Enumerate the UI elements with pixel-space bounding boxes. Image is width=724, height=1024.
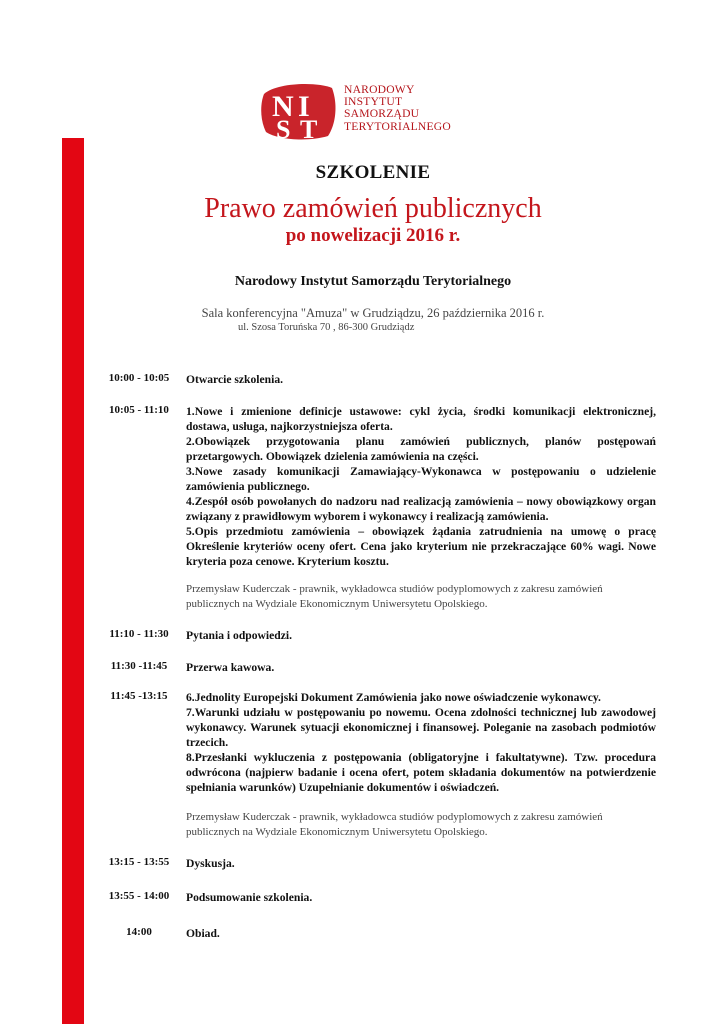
svg-text:I: I — [298, 90, 310, 123]
svg-text:N: N — [272, 90, 294, 123]
lecturer-note: Przemysław Kuderczak - prawnik, wykładowca studiów podyplomowych z zakresu zamówień publicznych na Wydziale Ekonomicznym Uniwersytetu Opolskiego. — [186, 583, 603, 610]
agenda-item: 2.Obowiązek przygotowania planu zamówień publicznych, planów postępowań przetargowych. Obowiązek dzielenia zamówienia na części. — [186, 435, 656, 463]
agenda-desc — [186, 890, 656, 905]
logo-line-1: NARODOWY — [344, 83, 415, 96]
venue: Sala konferencyjna "Amuza" w Grudziądzu, 26 października 2016 r. — [201, 306, 545, 320]
agenda-item: Dyskusja. — [186, 857, 235, 870]
agenda-item: 5.Opis przedmiotu zamówienia – obowiązek żądania zatrudnienia na umowę o pracę Określenie kryteriów oceny ofert. Cena jako kryterium nie przekraczające 60% wagi. Nowe kryteria poza cenowe. Kryterium kosztu. — [186, 525, 656, 568]
agenda-item: 7.Warunki udziału w postępowaniu po nowemu. Ocena zdolności technicznej lub zawodowej wykonawcy. Warunek sytuacji ekonomicznej i finansowej. Poleganie na zasobach podmiotów trzecich. — [186, 706, 656, 749]
agenda-time: 11:10 - 11:30 — [109, 628, 169, 640]
svg-text:S: S — [276, 115, 291, 142]
agenda-item: Otwarcie szkolenia. — [186, 373, 284, 386]
agenda-desc — [186, 856, 656, 871]
agenda-desc — [186, 660, 656, 675]
agenda-item: Pytania i odpowiedzi. — [186, 629, 292, 642]
agenda-time: 10:00 - 10:05 — [108, 372, 170, 384]
logo-line-3: SAMORZĄDU — [344, 107, 420, 121]
agenda-desc — [186, 404, 656, 569]
address: ul. Szosa Toruńska 70 , 86-300 Grudziądz — [238, 322, 415, 333]
agenda-time: 13:15 - 13:55 — [108, 856, 170, 868]
organizer: Narodowy Instytut Samorządu Terytorialnego — [234, 274, 512, 289]
svg-text:T: T — [300, 115, 318, 142]
subtitle: po nowelizacji 2016 r. — [285, 225, 461, 246]
agenda-item: 1.Nowe i zmienione definicje ustawowe: cykl życia, środki komunikacji elektronicznej, dostawa, usługa, najkorzystniejsza oferta. — [186, 405, 656, 433]
nist-logo-icon — [258, 80, 342, 142]
agenda-item: Przerwa kawowa. — [186, 661, 275, 674]
logo-wordmark — [344, 84, 451, 133]
agenda-desc — [186, 926, 656, 941]
agenda-item: Podsumowanie szkolenia. — [186, 891, 313, 904]
agenda-item: 8.Przesłanki wykluczenia z postępowania (obligatoryjne i fakultatywne). Tzw. procedura odwrócona (najpierw badanie i ocena ofert, potem składania dokumentów na potwierdzenie spełniania warunków) Uzupełnianie dokumentów i oświadczeń. — [186, 751, 656, 794]
agenda-item: Obiad. — [186, 927, 220, 940]
agenda-time: 10:05 - 11:10 — [109, 404, 169, 416]
agenda-item: 4.Zespół osób powołanych do nadzoru nad realizacją zamówienia – nowy obowiązkowy organ związany z prawidłowym wyborem i wykonawcy i realizacją zamówienia. — [186, 495, 656, 523]
main-title: Prawo zamówień publicznych — [204, 193, 542, 224]
agenda-item: 6.Jednolity Europejski Dokument Zamówienia jako nowe oświadczenie wykonawcy. — [186, 691, 601, 704]
agenda-time: 11:45 -13:15 — [110, 690, 168, 702]
agenda-desc — [186, 372, 656, 387]
agenda-desc — [186, 628, 656, 643]
red-side-bar — [62, 138, 84, 1024]
agenda-time: 11:30 -11:45 — [110, 660, 168, 672]
agenda-desc — [186, 690, 656, 795]
agenda-item: 3.Nowe zasady komunikacji Zamawiający-Wykonawca w postępowaniu o udzielenie zamówienia publicznego. — [186, 465, 656, 493]
kicker-title: SZKOLENIE — [315, 162, 431, 183]
logo-line-4: TERYTORIALNEGO — [344, 119, 451, 133]
nist-logo — [258, 80, 478, 142]
lecturer-note: Przemysław Kuderczak - prawnik, wykładowca studiów podyplomowych z zakresu zamówień publicznych na Wydziale Ekonomicznym Uniwersytetu Opolskiego. — [186, 811, 603, 838]
logo-line-2: INSTYTUT — [344, 95, 403, 109]
agenda-time: 13:55 - 14:00 — [108, 890, 170, 902]
agenda-time: 14:00 — [126, 926, 152, 938]
